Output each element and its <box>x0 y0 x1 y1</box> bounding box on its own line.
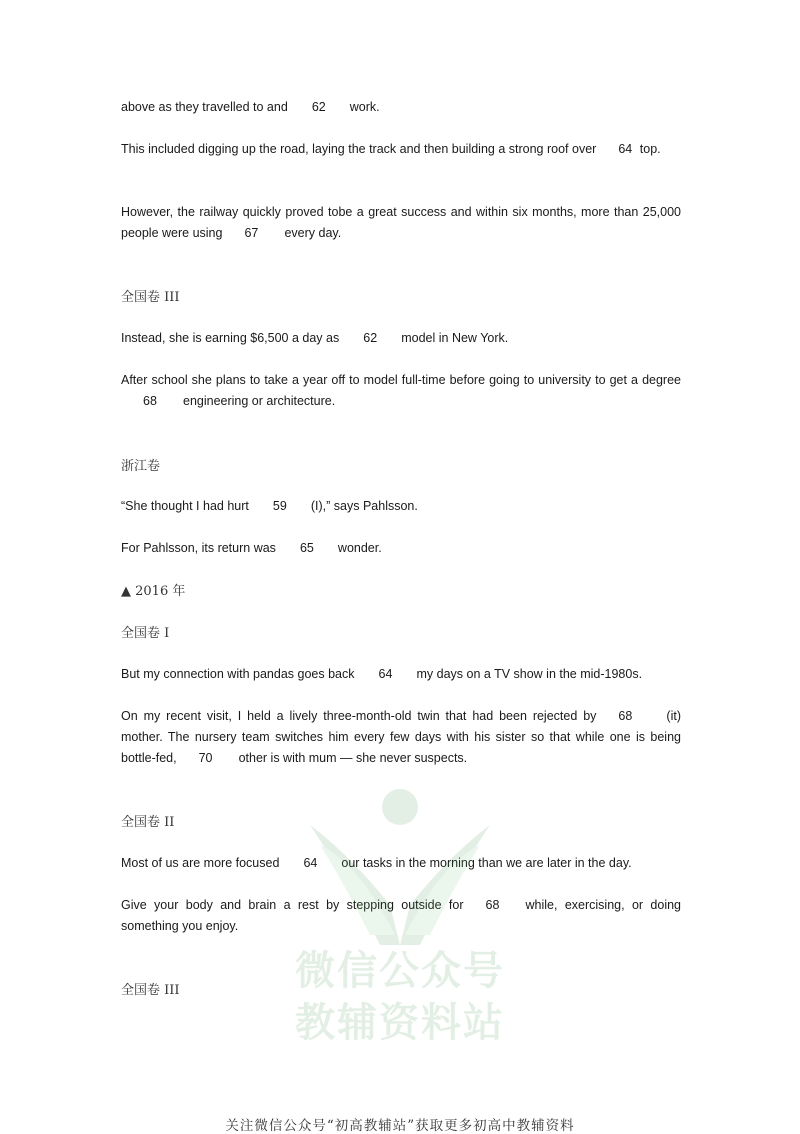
sentence: On my recent visit, I held a lively three-month-old twin that had been rejected by 68 (it) mother. The nursery team switches him every few days with his sister so that while one is being bottle-fed, 70 other is with mum — she never suspects. <box>121 706 681 769</box>
footer-note: 关注微信公众号“初高教辅站”获取更多初高中教辅资料 <box>225 1118 575 1134</box>
section-heading: 浙江卷 <box>121 459 161 474</box>
sentence: Instead, she is earning $6,500 a day as 62 model in New York. <box>121 328 681 349</box>
blank-number: 65 <box>299 541 314 555</box>
sentence: Give your body and brain a rest by stepping outside for 68 while, exercising, or doing something you enjoy. <box>121 895 681 937</box>
section-heading: 全国卷 II <box>121 815 175 830</box>
blank-number: 70 <box>198 751 213 765</box>
sentence: This included digging up the road, laying the track and then building a strong roof over 64 top. <box>121 139 681 160</box>
blank-number: 62 <box>311 100 326 114</box>
blank-number: 64 <box>303 856 318 870</box>
blank-number: 62 <box>363 331 378 345</box>
blank-number: 64 <box>378 667 393 681</box>
watermark <box>290 785 510 1055</box>
section-heading: 全国卷 I <box>121 626 170 641</box>
sentence: Most of us are more focused 64 our tasks in the morning than we are later in the day. <box>121 853 681 874</box>
sentence: For Pahlsson, its return was 65 wonder. <box>121 538 681 559</box>
section-heading: 全国卷 III <box>121 983 180 998</box>
blank-number: 67 <box>244 226 259 240</box>
blank-number: 68 <box>485 898 500 912</box>
sentence: “She thought I had hurt 59 (I),” says Pahlsson. <box>121 496 681 517</box>
watermark-text: 微信公众号 教辅资料站 <box>295 948 505 1046</box>
section-heading: 全国卷 III <box>121 290 180 305</box>
blank-number: 68 <box>143 394 157 408</box>
year-heading: ▲ 2016 年 <box>121 584 186 599</box>
watermark-logo-icon <box>290 785 510 945</box>
blank-number: 64 <box>618 142 633 156</box>
sentence: However, the railway quickly proved tobe a great success and within six months, more than 25,000 people were using 67 every day. <box>121 202 681 244</box>
sentence: But my connection with pandas goes back 64 my days on a TV show in the mid-1980s. <box>121 664 681 685</box>
blank-number: 59 <box>272 499 287 513</box>
blank-number: 68 <box>618 709 633 723</box>
sentence: above as they travelled to and 62 work. <box>121 97 681 118</box>
sentence: After school she plans to take a year off to model full-time before going to university to get a degree68 engineering or architecture. <box>121 370 681 412</box>
